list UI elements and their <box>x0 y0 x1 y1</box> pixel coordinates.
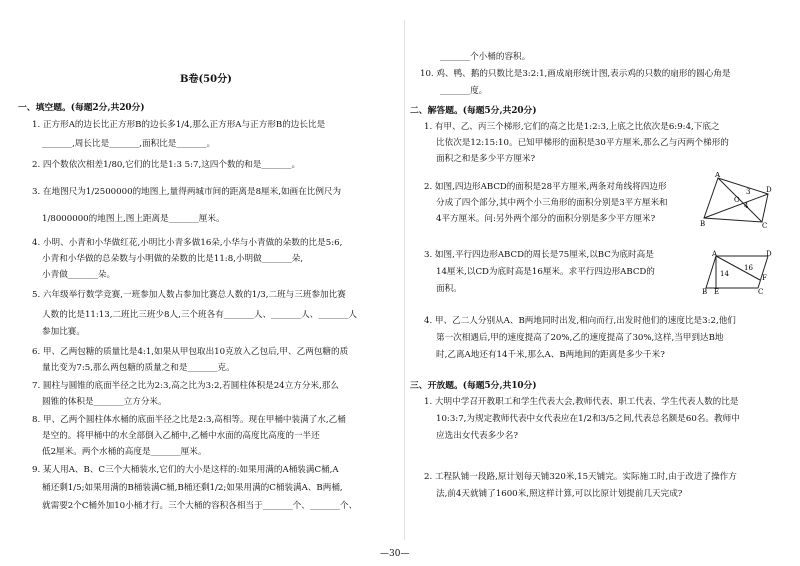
label-b2: B <box>702 288 708 294</box>
question-line: 比依次是12:15:10。已知甲梯形的面积是30平方厘米,那么乙与丙两个梯形的 <box>436 138 729 148</box>
question-line: 9. 某人用A、B、C三个大桶装水,它们的大小是这样的:如果用满的A桶装满C桶,A <box>32 465 339 475</box>
label-o: O <box>734 196 740 204</box>
question-line: 人数的比是11:13,二班比三班少8人,三个班各有_______人、_______人、_______人 <box>42 310 357 320</box>
section-heading-solve: 二、解答题。(每题5分,共20分) <box>410 106 537 116</box>
section-title: B卷(50分) <box>180 74 232 85</box>
question-line: 3. 如图,平行四边形ABCD的周长是75厘米,以BC为底时高是 <box>424 250 654 260</box>
label-16: 16 <box>744 264 753 272</box>
label-c2: C <box>758 288 764 294</box>
question-line: 2. 如图,四边形ABCD的面积是28平方厘米,两条对角线将四边形 <box>424 182 667 192</box>
question-line: 应选出女代表多少名? <box>436 431 518 441</box>
question-line: 14厘米,以CD为底时高是16厘米。求平行四边形ABCD的 <box>436 267 655 277</box>
question-line: 2. 工程队铺一段路,原计划每天铺320米,15天铺完。实际施工时,由于改进了操作方 <box>424 472 737 482</box>
question-line: 分成了四个部分,其中两个小三角形的面积分别是3平方厘米和 <box>436 198 668 208</box>
question-line: 4平方厘米。问:另外两个部分的面积分别是多少平方厘米? <box>436 214 656 224</box>
label-f2: F <box>762 274 767 282</box>
label-14: 14 <box>720 270 729 278</box>
section-heading-fill-blank: 一、填空题。(每题2分,共20分) <box>18 103 145 113</box>
question-line: 1. 大明中学召开教职工和学生代表大会,教师代表、职工代表、学生代表人数的比是 <box>424 397 739 407</box>
label-e2: E <box>714 288 720 294</box>
label-c: C <box>762 222 768 228</box>
parallelogram-diagram <box>702 250 772 294</box>
quadrilateral-diagram <box>700 172 772 228</box>
question-line: 1. 有甲、乙、丙三个梯形,它们的高之比是1:2:3,上底之比依次是6:9:4,下底之 <box>424 122 720 132</box>
question-line: 面积。 <box>436 284 462 294</box>
question-line: 时,乙离A地还有14千米,那么A、B两地间的距离是多少千米? <box>436 350 665 360</box>
question-line: 10:3:7,为规定教师代表中女代表应在1/2和3/5之间,代表总名额是60名。教师中 <box>436 414 740 424</box>
label-3: 3 <box>746 188 751 196</box>
question-line: 面积之和是多少平方厘米? <box>436 154 536 164</box>
question-line: 10. 鸡、鸭、鹅的只数比是3:2:1,画成扇形统计图,表示鸡的只数的扇形的圆心角是 <box>420 69 731 79</box>
label-a2: A <box>712 250 718 258</box>
question-line: 圆锥的体积是_______立方分米。 <box>42 397 167 407</box>
label-a: A <box>715 172 721 179</box>
question-line: 小青和小华做的总朵数与小明做的朵数的比是11:8,小明做_______朵, <box>42 254 304 264</box>
question-line: 第一次相遇后,甲的速度提高了20%,乙的速度提高了30%,这样,当甲到达B地 <box>436 333 724 343</box>
question-line: 桶还剩1/5;如果用满的B桶装满C桶,B桶还剩1/2;如果用满的C桶装满A、B两桶, <box>42 483 343 493</box>
question-line: 4. 小明、小青和小华做红花,小明比小青多做16朵,小华与小青做的朵数的比是5:6, <box>32 238 343 248</box>
question-line: 7. 圆柱与圆锥的底面半径之比为2:3,高之比为3:2,若圆柱体积是24立方分米,那么 <box>32 381 339 391</box>
label-d: D <box>766 186 772 194</box>
question-line: 6. 甲、乙两包糖的质量比是4:1,如果从甲包取出10克放入乙包后,甲、乙两包糖的质 <box>32 347 349 357</box>
question-line: 量比变为7:5,那么两包糖的质量之和是_______克。 <box>42 363 235 373</box>
label-d2: D <box>766 250 772 258</box>
question-line: 5. 六年级举行数学竞赛,一班参加人数占参加比赛总人数的1/3,二班与三班参加比赛 <box>32 290 346 300</box>
question-line: 1. 正方形A的边长比正方形B的边长多1/4,那么正方形A与正方形B的边长比是 <box>32 120 326 130</box>
question-line: _______个小桶的容积。 <box>440 52 531 62</box>
page-number: —30— <box>380 549 410 559</box>
question-line: 1/8000000的地图上,图上距离是_______厘米。 <box>42 214 225 224</box>
question-line: 3. 在地图尺为1/2500000的地图上,量得两城市间的距离是8厘米,如画在比例尺为 <box>32 187 342 197</box>
question-line: 法,前4天就铺了1600米,照这样计算,可以比原计划提前几天完成? <box>436 489 683 499</box>
question-line: 就需要2个C桶外加10小桶才行。三个大桶的容积各相当于_______个、_______个、 <box>42 501 358 511</box>
question-line: _______度。 <box>440 86 488 96</box>
question-line: 参加比赛。 <box>42 327 85 337</box>
section-heading-open: 三、开放题。(每题5分,共10分) <box>410 381 537 391</box>
question-line: 8. 甲、乙两个圆柱体水桶的底面半径之比是2:3,高相等。现在甲桶中装满了水,乙桶 <box>32 415 346 425</box>
question-line: _______,周长比是_______,面积比是_______。 <box>42 139 216 149</box>
question-line: 小青做_______朵。 <box>42 270 116 280</box>
question-line: 4. 甲、乙二人分别从A、B两地同时出发,相向而行,出发时他们的速度比是3:2,他们 <box>424 316 736 326</box>
column-divider <box>404 20 405 540</box>
question-line: 低2厘米。两个水桶的高度是_______厘米。 <box>42 447 207 457</box>
question-line: 是空的。将甲桶中的水全部倒入乙桶中,乙桶中水面的高度比高度的一半还 <box>42 431 320 441</box>
question-line: 2. 四个数依次相差1/80,它们的比是1:3 5:7,这四个数的和是_______。 <box>32 160 301 170</box>
label-b: B <box>700 220 706 228</box>
label-4: 4 <box>744 202 749 210</box>
